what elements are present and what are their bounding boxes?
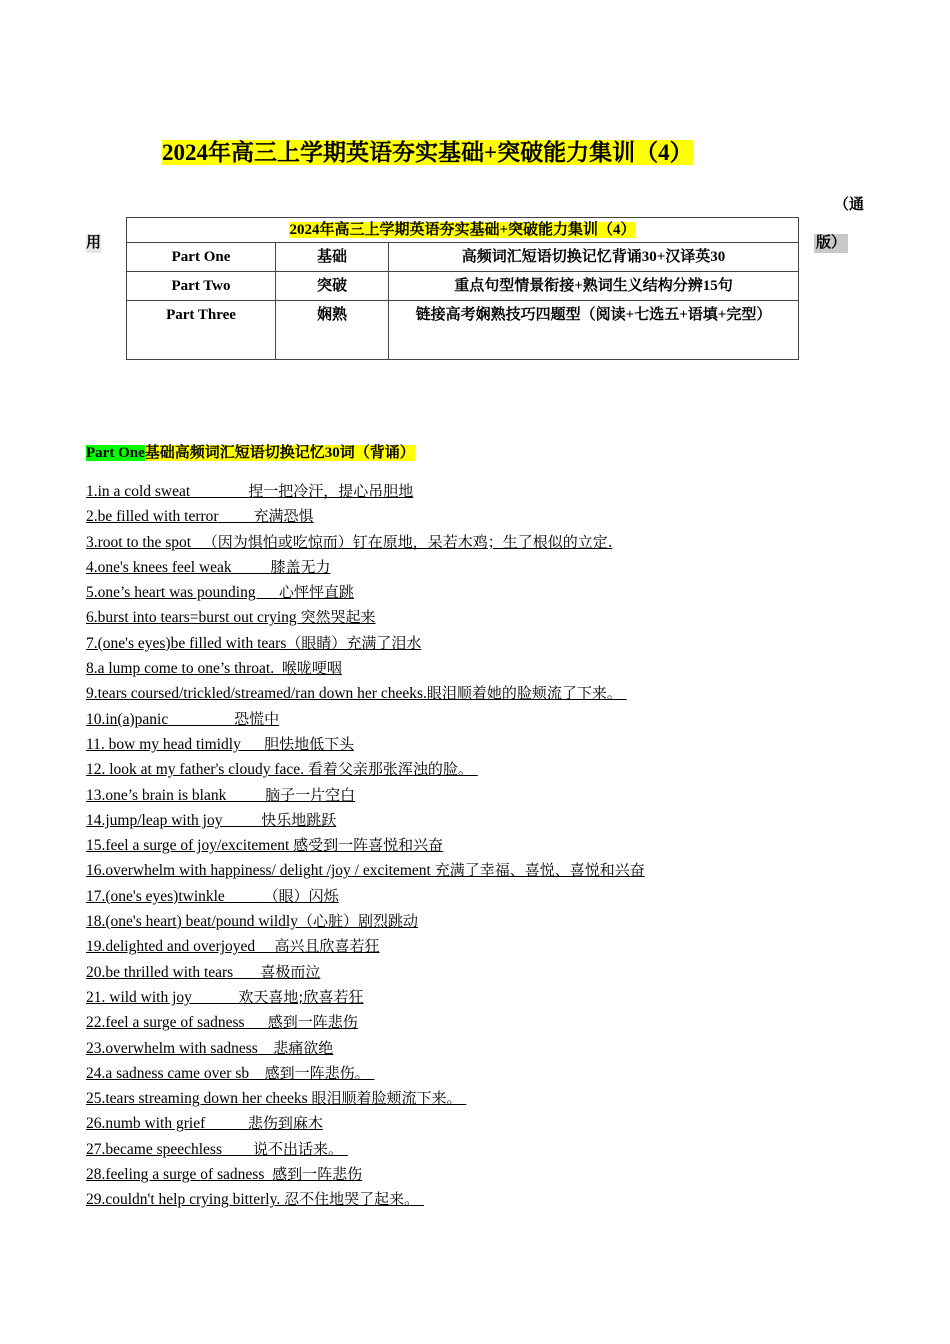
phrase-chinese: 说不出话来。 (253, 1139, 348, 1158)
phrase-english: 10.in(a)panic (86, 710, 235, 728)
list-item (86, 757, 645, 782)
document-title-text: 2024年高三上学期英语夯实基础+突破能力集训（4） (162, 140, 693, 165)
list-item (86, 732, 645, 757)
table-header-row (127, 218, 799, 243)
phrase-chinese: 突然哭起来 (300, 608, 376, 627)
table-row (127, 243, 799, 272)
list-item (86, 909, 645, 934)
table-cell-content: 链接高考娴熟技巧四题型（阅读+七选五+语填+完型） (389, 301, 799, 360)
list-item (86, 1086, 645, 1111)
list-item (86, 681, 645, 706)
table-cell-content: 高频词汇短语切换记忆背诵30+汉译英30 (389, 243, 799, 272)
table-cell-part: Part Two (127, 272, 276, 301)
list-item (86, 960, 645, 985)
list-item (86, 884, 645, 909)
table-row (127, 301, 799, 360)
phrase-english: 23.overwhelm with sadness (86, 1039, 274, 1057)
list-item (86, 1111, 645, 1136)
document-title (162, 138, 693, 168)
phrase-english: 27.became speechless (86, 1140, 253, 1158)
list-item (86, 1162, 645, 1187)
phrase-english: 17.(one's eyes)twinkle (86, 887, 264, 905)
phrase-chinese: 心怦怦直跳 (278, 583, 354, 602)
phrase-chinese: 胆怯地低下头 (264, 734, 355, 753)
table-header-text: 2024年高三上学期英语夯实基础+突破能力集训（4） (289, 222, 636, 238)
phrase-english: 9.tears coursed/trickled/streamed/ran down her cheeks. (86, 685, 427, 703)
phrase-english: 13.one’s brain is blank (86, 786, 266, 804)
phrase-chinese: 悲痛欲绝 (273, 1038, 334, 1057)
side-note-tong-text: （通 (833, 197, 864, 213)
phrase-english: 14.jump/leap with joy (86, 811, 262, 829)
phrase-english: 21. wild with joy (86, 988, 239, 1006)
phrase-chinese: 悲伤到麻木 (247, 1114, 323, 1133)
list-item (86, 631, 645, 656)
phrase-chinese: 看着父亲那张浑浊的脸。 (307, 760, 478, 779)
list-item (86, 530, 645, 555)
list-item (86, 1036, 645, 1061)
phrase-chinese: 感到一阵悲伤 (267, 1013, 358, 1032)
phrase-chinese: （眼）闪烁 (263, 886, 339, 905)
list-item (86, 833, 645, 858)
list-item (86, 1061, 645, 1086)
table-cell-stage: 娴熟 (276, 301, 389, 360)
phrase-english: 28.feeling a surge of sadness (86, 1166, 273, 1184)
phrase-english: 29.couldn't help crying bitterly. (86, 1191, 285, 1209)
phrase-chinese: 快乐地跳跃 (261, 810, 337, 829)
phrase-english: 25.tears streaming down her cheeks (86, 1090, 312, 1108)
phrase-chinese: （因为惧怕或吃惊而）钉在原地，呆若木鸡；生了根似的立定. (202, 532, 613, 551)
phrase-english: 26.numb with grief (86, 1115, 248, 1133)
list-item (86, 707, 645, 732)
phrase-chinese: 脑子一片空白 (265, 785, 356, 804)
list-item (86, 934, 645, 959)
phrase-english: 7.(one's eyes)be filled with tears (86, 634, 287, 652)
phrase-chinese: 眼泪顺着她的脸颊流了下来。 (426, 684, 627, 703)
phrase-chinese: 捏一把冷汗，提心吊胆地 (248, 482, 414, 500)
phrase-english: 3.root to the spot (86, 533, 203, 551)
section-heading (86, 443, 415, 463)
table-cell-content: 重点句型情景衔接+熟词生义结构分辨15句 (389, 272, 799, 301)
table-cell-stage: 基础 (276, 243, 389, 272)
table-cell-stage: 突破 (276, 272, 389, 301)
list-item (86, 1010, 645, 1035)
list-item (86, 656, 645, 681)
section-heading-part: Part One (86, 445, 145, 461)
phrase-english: 22.feel a surge of sadness (86, 1014, 268, 1032)
list-item (86, 783, 645, 808)
list-item (86, 555, 645, 580)
section-heading-text: 基础高频词汇短语切换记忆30词（背诵） (144, 445, 415, 461)
phrase-chinese: 喜极而泣 (260, 962, 321, 981)
list-item (86, 580, 645, 605)
table-cell-part: Part One (127, 243, 276, 272)
table-cell-part: Part Three (127, 301, 276, 360)
list-item (86, 808, 645, 833)
phrase-chinese: 忍不住地哭了起来。 (284, 1190, 424, 1209)
phrase-english: 2.be filled with terror (86, 508, 254, 526)
side-note-tong (814, 196, 864, 215)
list-item (86, 1137, 645, 1162)
phrase-chinese: 眼泪顺着脸颊流下来。 (311, 1089, 467, 1108)
list-item (86, 479, 645, 504)
side-note-yong: 用 (86, 235, 102, 251)
training-plan-table (126, 217, 799, 360)
table-header-cell (127, 218, 799, 243)
phrase-english: 16.overwhelm with happiness/ delight /joy / excitement (86, 862, 435, 880)
phrase-chinese: 膝盖无力 (270, 557, 331, 576)
phrase-chinese: （心脏）剧烈跳动 (298, 912, 419, 931)
phrase-chinese: 充满恐惧 (253, 507, 314, 526)
phrase-chinese: 恐慌中 (234, 709, 280, 728)
list-item (86, 858, 645, 883)
phrase-chinese: 充满了幸福、喜悦、喜悦和兴奋 (434, 861, 645, 880)
phrase-chinese: 感受到一阵喜悦和兴奋 (293, 836, 444, 855)
phrase-english: 6.burst into tears=burst out crying (86, 609, 301, 627)
phrase-chinese: （眼睛）充满了泪水 (286, 633, 422, 652)
list-item (86, 985, 645, 1010)
phrase-english: 19.delighted and overjoyed (86, 938, 275, 956)
phrase-english: 18.(one's heart) beat/pound wildly (86, 913, 298, 931)
phrase-english: 4.one's knees feel weak (86, 558, 271, 576)
phrase-english: 8.a lump come to one’s throat. (86, 660, 282, 678)
phrase-english: 1.in a cold sweat (86, 483, 249, 500)
list-item (86, 605, 645, 630)
phrase-chinese: 感到一阵悲伤。 (264, 1063, 375, 1082)
phrase-list (86, 479, 645, 1213)
phrase-chinese: 喉咙哽咽 (281, 659, 342, 678)
phrase-chinese: 欢天喜地;欣喜若狂 (238, 987, 364, 1006)
phrase-chinese: 感到一阵悲伤 (272, 1165, 363, 1184)
phrase-english: 20.be thrilled with tears (86, 963, 261, 981)
side-note-ban: 版） (816, 235, 847, 251)
phrase-english: 12. look at my father's cloudy face. (86, 761, 308, 779)
phrase-chinese: 高兴且欣喜若狂 (274, 937, 380, 956)
table-row (127, 272, 799, 301)
phrase-english: 5.one’s heart was pounding (86, 584, 279, 602)
phrase-english: 15.feel a surge of joy/excitement (86, 837, 294, 855)
phrase-english: 24.a sadness came over sb (86, 1064, 265, 1082)
phrase-english: 11. bow my head timidly (86, 735, 265, 753)
list-item (86, 504, 645, 529)
list-item (86, 1187, 645, 1212)
